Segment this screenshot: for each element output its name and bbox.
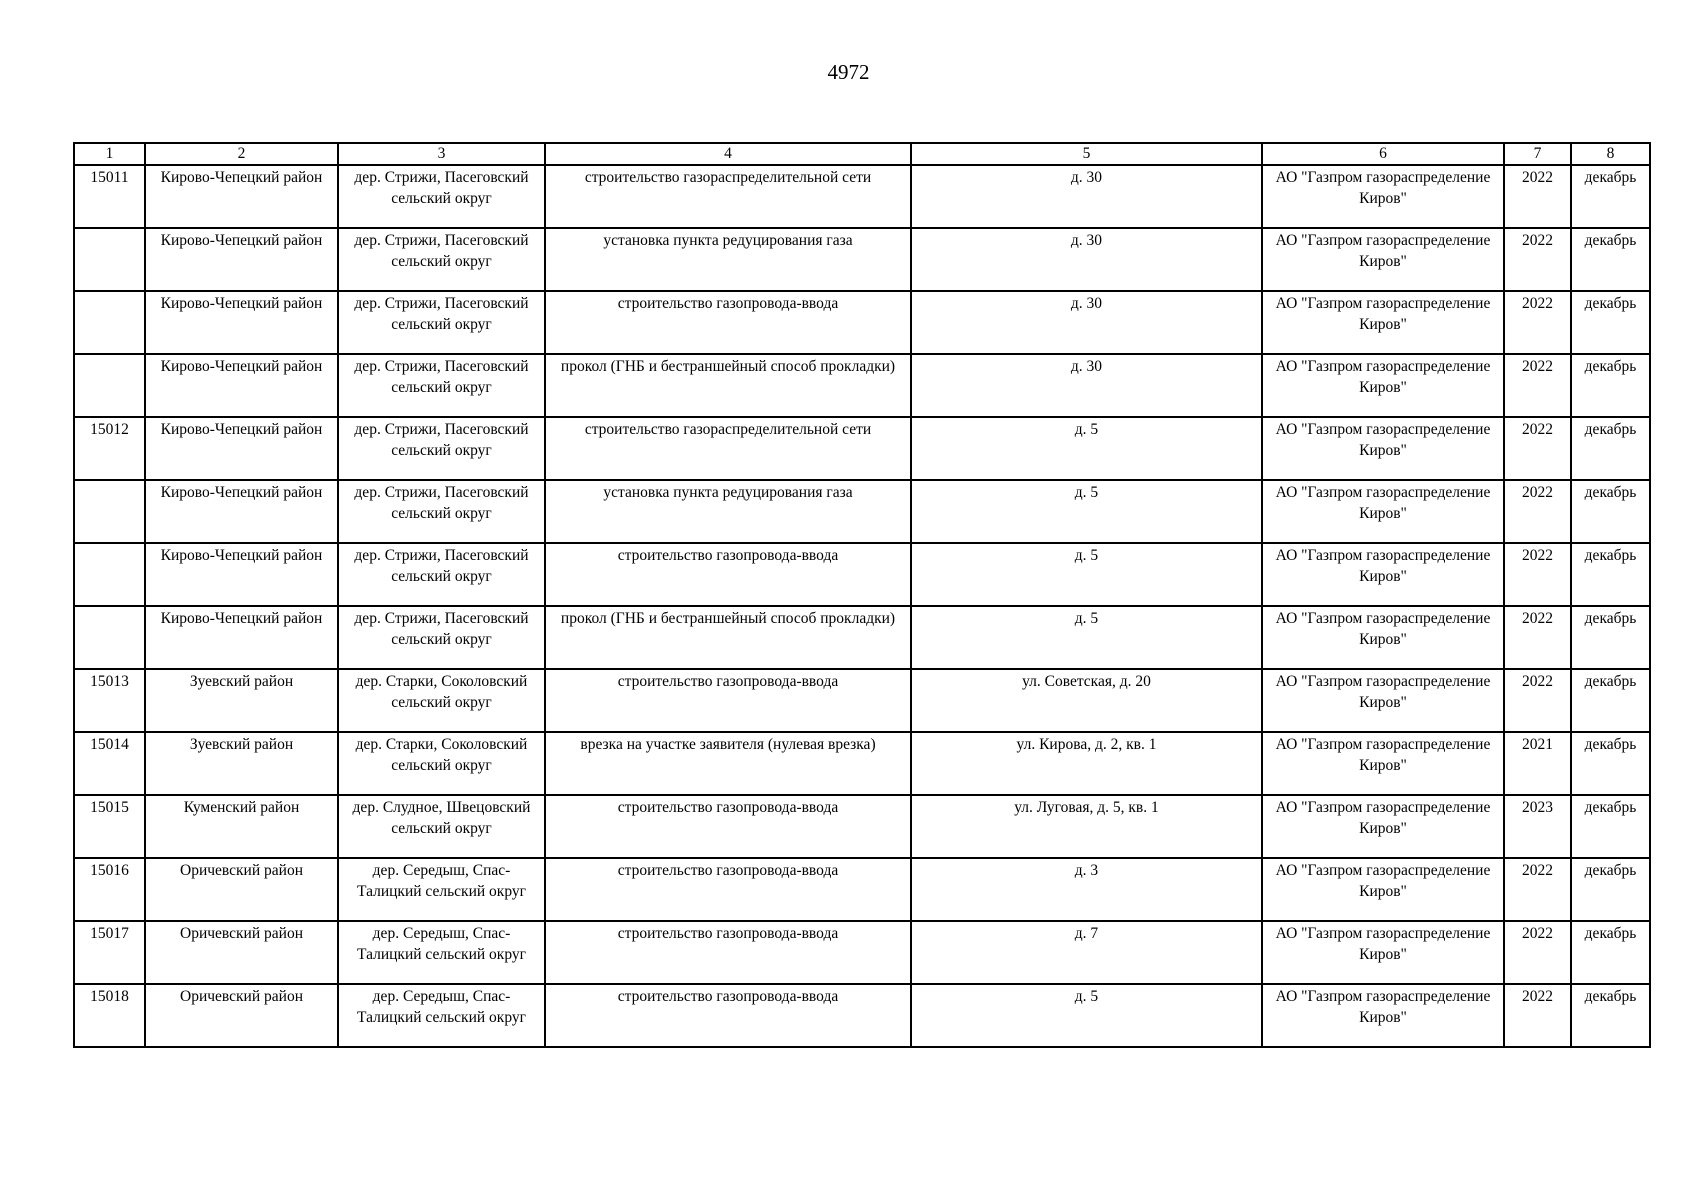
month-cell: декабрь — [1571, 858, 1650, 921]
address-cell: д. 30 — [911, 165, 1262, 228]
address-cell: д. 3 — [911, 858, 1262, 921]
row-id-cell: 15014 — [74, 732, 145, 795]
district-cell: Кирово-Чепецкий район — [145, 228, 338, 291]
settlement-cell: дер. Стрижи, Пасеговский сельский округ — [338, 480, 545, 543]
organization-cell: АО "Газпром газораспределение Киров" — [1262, 921, 1504, 984]
year-cell: 2022 — [1504, 354, 1571, 417]
row-id-cell — [74, 228, 145, 291]
organization-cell: АО "Газпром газораспределение Киров" — [1262, 480, 1504, 543]
table-row — [74, 669, 1650, 732]
settlement-cell: дер. Стрижи, Пасеговский сельский округ — [338, 543, 545, 606]
work-type-cell: строительство газопровода-ввода — [545, 291, 911, 354]
year-cell: 2022 — [1504, 417, 1571, 480]
column-number-header: 5 — [911, 143, 1262, 165]
month-cell: декабрь — [1571, 795, 1650, 858]
organization-cell: АО "Газпром газораспределение Киров" — [1262, 669, 1504, 732]
work-type-cell: установка пункта редуцирования газа — [545, 228, 911, 291]
row-id-cell — [74, 291, 145, 354]
year-cell: 2022 — [1504, 858, 1571, 921]
district-cell: Оричевский район — [145, 858, 338, 921]
month-cell: декабрь — [1571, 543, 1650, 606]
settlement-cell: дер. Стрижи, Пасеговский сельский округ — [338, 228, 545, 291]
settlement-cell: дер. Стрижи, Пасеговский сельский округ — [338, 417, 545, 480]
organization-cell: АО "Газпром газораспределение Киров" — [1262, 165, 1504, 228]
row-id-cell: 15012 — [74, 417, 145, 480]
month-cell: декабрь — [1571, 291, 1650, 354]
table-row — [74, 795, 1650, 858]
work-type-cell: прокол (ГНБ и бестраншейный способ прокладки) — [545, 606, 911, 669]
work-type-cell: строительство газопровода-ввода — [545, 921, 911, 984]
settlement-cell: дер. Стрижи, Пасеговский сельский округ — [338, 354, 545, 417]
address-cell: д. 5 — [911, 417, 1262, 480]
address-cell: ул. Луговая, д. 5, кв. 1 — [911, 795, 1262, 858]
row-id-cell — [74, 480, 145, 543]
district-cell: Кирово-Чепецкий район — [145, 480, 338, 543]
district-cell: Оричевский район — [145, 984, 338, 1047]
column-number-header: 6 — [1262, 143, 1504, 165]
row-id-cell — [74, 606, 145, 669]
column-number-header: 2 — [145, 143, 338, 165]
row-id-cell: 15011 — [74, 165, 145, 228]
organization-cell: АО "Газпром газораспределение Киров" — [1262, 795, 1504, 858]
month-cell: декабрь — [1571, 354, 1650, 417]
work-type-cell: строительство газопровода-ввода — [545, 669, 911, 732]
table-body — [74, 165, 1650, 1047]
year-cell: 2022 — [1504, 921, 1571, 984]
work-type-cell: строительство газораспределительной сети — [545, 417, 911, 480]
column-number-header: 8 — [1571, 143, 1650, 165]
work-type-cell: строительство газопровода-ввода — [545, 795, 911, 858]
settlement-cell: дер. Старки, Соколовский сельский округ — [338, 669, 545, 732]
settlement-cell: дер. Слудное, Швецовский сельский округ — [338, 795, 545, 858]
district-cell: Кирово-Чепецкий район — [145, 291, 338, 354]
settlement-cell: дер. Середыш, Спас-Талицкий сельский округ — [338, 921, 545, 984]
work-type-cell: прокол (ГНБ и бестраншейный способ прокладки) — [545, 354, 911, 417]
district-cell: Кирово-Чепецкий район — [145, 606, 338, 669]
table-row — [74, 354, 1650, 417]
year-cell: 2022 — [1504, 165, 1571, 228]
address-cell: д. 5 — [911, 606, 1262, 669]
organization-cell: АО "Газпром газораспределение Киров" — [1262, 417, 1504, 480]
month-cell: декабрь — [1571, 984, 1650, 1047]
column-number-row — [74, 143, 1650, 165]
address-cell: д. 30 — [911, 291, 1262, 354]
column-number-header: 1 — [74, 143, 145, 165]
table-row — [74, 165, 1650, 228]
year-cell: 2022 — [1504, 228, 1571, 291]
table-row — [74, 417, 1650, 480]
year-cell: 2022 — [1504, 606, 1571, 669]
table-row — [74, 984, 1650, 1047]
month-cell: декабрь — [1571, 606, 1650, 669]
address-cell: д. 5 — [911, 984, 1262, 1047]
settlement-cell: дер. Стрижи, Пасеговский сельский округ — [338, 291, 545, 354]
table-row — [74, 480, 1650, 543]
year-cell: 2022 — [1504, 984, 1571, 1047]
work-type-cell: строительство газопровода-ввода — [545, 543, 911, 606]
organization-cell: АО "Газпром газораспределение Киров" — [1262, 858, 1504, 921]
organization-cell: АО "Газпром газораспределение Киров" — [1262, 984, 1504, 1047]
organization-cell: АО "Газпром газораспределение Киров" — [1262, 228, 1504, 291]
settlement-cell: дер. Стрижи, Пасеговский сельский округ — [338, 606, 545, 669]
settlement-cell: дер. Старки, Соколовский сельский округ — [338, 732, 545, 795]
column-number-header: 3 — [338, 143, 545, 165]
settlement-cell: дер. Середыш, Спас-Талицкий сельский округ — [338, 858, 545, 921]
row-id-cell: 15018 — [74, 984, 145, 1047]
row-id-cell: 15017 — [74, 921, 145, 984]
district-cell: Кирово-Чепецкий район — [145, 354, 338, 417]
table-row — [74, 291, 1650, 354]
work-type-cell: строительство газораспределительной сети — [545, 165, 911, 228]
district-cell: Кирово-Чепецкий район — [145, 165, 338, 228]
organization-cell: АО "Газпром газораспределение Киров" — [1262, 543, 1504, 606]
month-cell: декабрь — [1571, 417, 1650, 480]
table-row — [74, 228, 1650, 291]
district-cell: Зуевский район — [145, 669, 338, 732]
work-type-cell: строительство газопровода-ввода — [545, 858, 911, 921]
month-cell: декабрь — [1571, 669, 1650, 732]
month-cell: декабрь — [1571, 165, 1650, 228]
organization-cell: АО "Газпром газораспределение Киров" — [1262, 732, 1504, 795]
month-cell: декабрь — [1571, 480, 1650, 543]
address-cell: д. 5 — [911, 543, 1262, 606]
district-cell: Кирово-Чепецкий район — [145, 417, 338, 480]
column-number-header: 7 — [1504, 143, 1571, 165]
district-cell: Зуевский район — [145, 732, 338, 795]
address-cell: д. 30 — [911, 228, 1262, 291]
year-cell: 2021 — [1504, 732, 1571, 795]
settlement-cell: дер. Стрижи, Пасеговский сельский округ — [338, 165, 545, 228]
district-cell: Кирово-Чепецкий район — [145, 543, 338, 606]
year-cell: 2022 — [1504, 543, 1571, 606]
month-cell: декабрь — [1571, 228, 1650, 291]
table-row — [74, 543, 1650, 606]
work-type-cell: установка пункта редуцирования газа — [545, 480, 911, 543]
row-id-cell — [74, 354, 145, 417]
table-row — [74, 606, 1650, 669]
organization-cell: АО "Газпром газораспределение Киров" — [1262, 606, 1504, 669]
column-number-header: 4 — [545, 143, 911, 165]
row-id-cell: 15013 — [74, 669, 145, 732]
gasification-table — [73, 142, 1651, 1048]
month-cell: декабрь — [1571, 732, 1650, 795]
district-cell: Куменский район — [145, 795, 338, 858]
work-type-cell: строительство газопровода-ввода — [545, 984, 911, 1047]
address-cell: ул. Советская, д. 20 — [911, 669, 1262, 732]
row-id-cell — [74, 543, 145, 606]
row-id-cell: 15015 — [74, 795, 145, 858]
table-row — [74, 732, 1650, 795]
table-row — [74, 858, 1650, 921]
address-cell: д. 7 — [911, 921, 1262, 984]
row-id-cell: 15016 — [74, 858, 145, 921]
address-cell: д. 30 — [911, 354, 1262, 417]
address-cell: ул. Кирова, д. 2, кв. 1 — [911, 732, 1262, 795]
work-type-cell: врезка на участке заявителя (нулевая врезка) — [545, 732, 911, 795]
year-cell: 2022 — [1504, 291, 1571, 354]
organization-cell: АО "Газпром газораспределение Киров" — [1262, 291, 1504, 354]
address-cell: д. 5 — [911, 480, 1262, 543]
year-cell: 2023 — [1504, 795, 1571, 858]
organization-cell: АО "Газпром газораспределение Киров" — [1262, 354, 1504, 417]
settlement-cell: дер. Середыш, Спас-Талицкий сельский округ — [338, 984, 545, 1047]
district-cell: Оричевский район — [145, 921, 338, 984]
page-number: 4972 — [827, 60, 870, 84]
month-cell: декабрь — [1571, 921, 1650, 984]
table-row — [74, 921, 1650, 984]
year-cell: 2022 — [1504, 480, 1571, 543]
year-cell: 2022 — [1504, 669, 1571, 732]
